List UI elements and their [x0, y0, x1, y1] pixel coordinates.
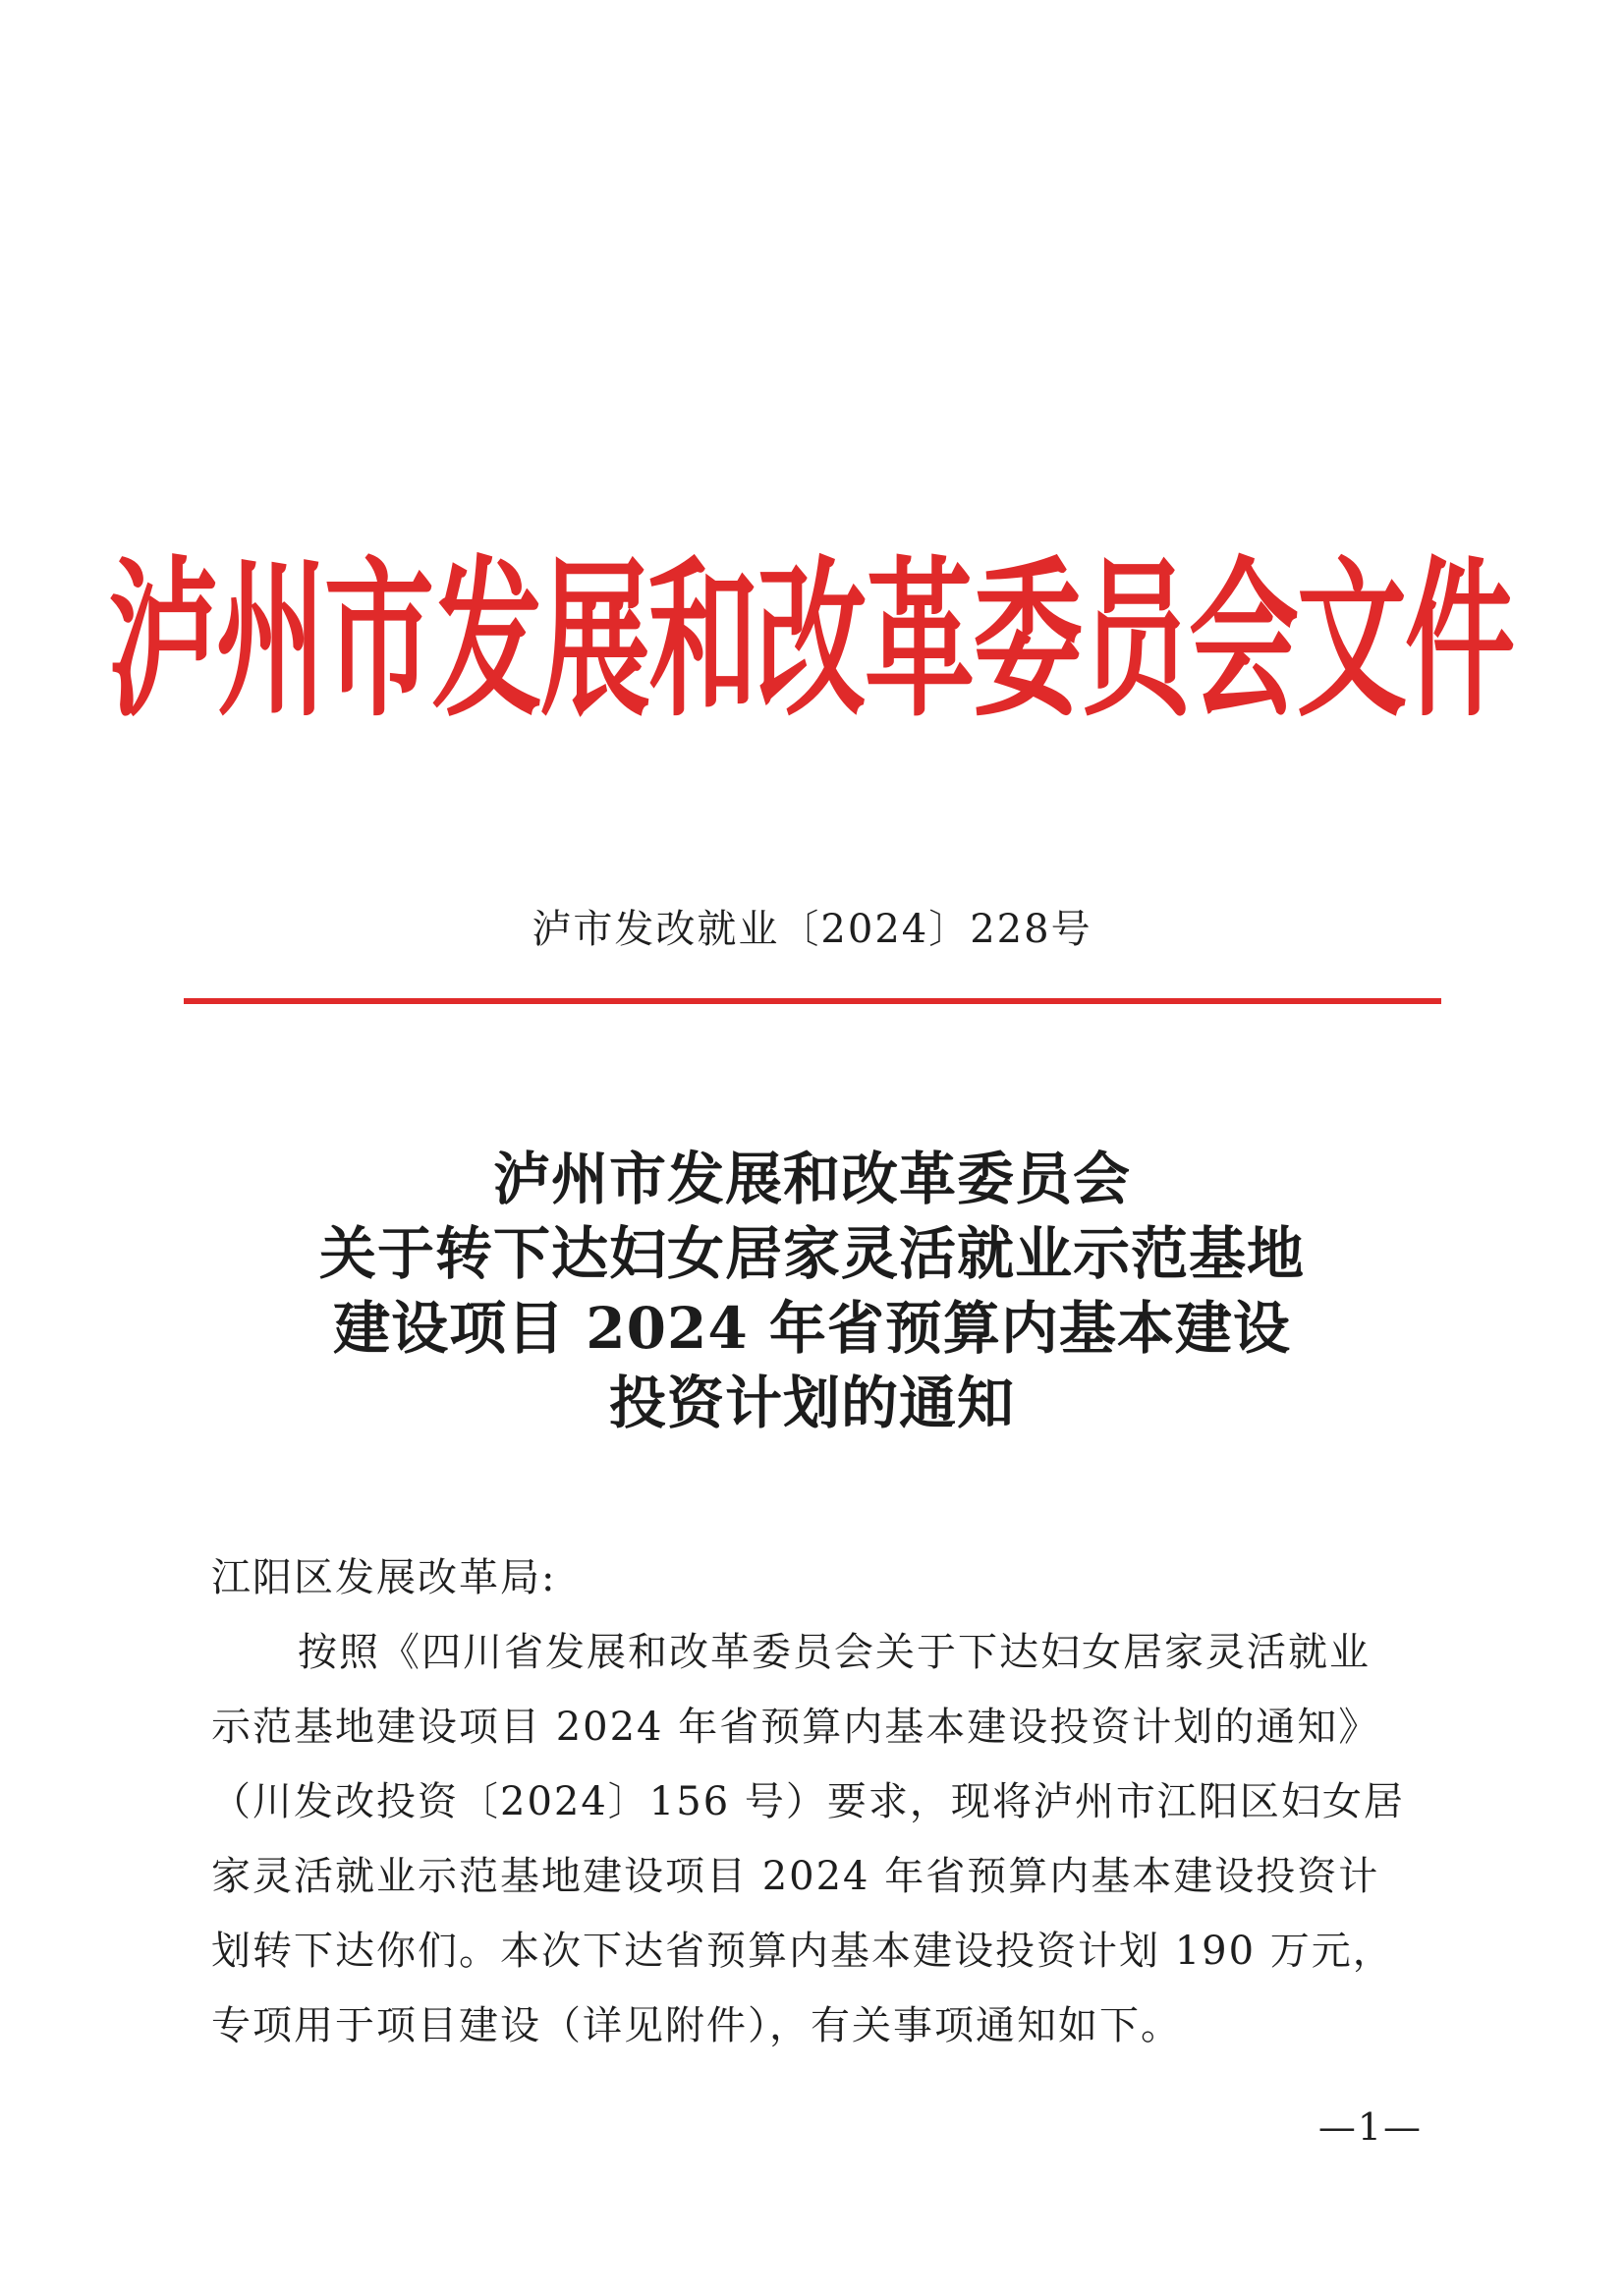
- title-line: 建设项目 2024 年省预算内基本建设: [333, 1295, 1291, 1362]
- title-line: 投资计划的通知: [608, 1370, 1015, 1436]
- page-number: —1—: [1317, 2105, 1423, 2149]
- body-line: 划转下达你们。本次下达省预算内基本建设投资计划 190 万元，: [211, 1929, 1394, 1974]
- body-line: 家灵活就业示范基地建设项目 2024 年省预算内基本建设投资计: [211, 1854, 1380, 1899]
- body-line: 专项用于项目建设（详见附件），有关事项通知如下。: [211, 2003, 1182, 2048]
- document-number: 泸市发改就业〔2024〕228号: [532, 907, 1092, 952]
- body-line: （川发改投资〔2024〕156 号）要求，现将泸州市江阳区妇女居: [211, 1779, 1405, 1824]
- document-body: [211, 1540, 1429, 2063]
- masthead: [108, 538, 1513, 745]
- title-line: 关于转下达妇女居家灵活就业示范基地: [318, 1220, 1305, 1287]
- title-line: 泸州市发展和改革委员会: [492, 1146, 1131, 1212]
- red-divider-line: [184, 998, 1441, 1004]
- body-line: 按照《四川省发展和改革委员会关于下达妇女居家灵活就业: [298, 1630, 1371, 1675]
- document-title: [0, 1142, 1624, 1440]
- masthead-title: 泸州市发展和改革委员会文件: [108, 540, 1513, 741]
- salutation: 江阳区发展改革局:: [211, 1555, 557, 1600]
- body-line: 示范基地建设项目 2024 年省预算内基本建设投资计划的通知》: [211, 1705, 1380, 1750]
